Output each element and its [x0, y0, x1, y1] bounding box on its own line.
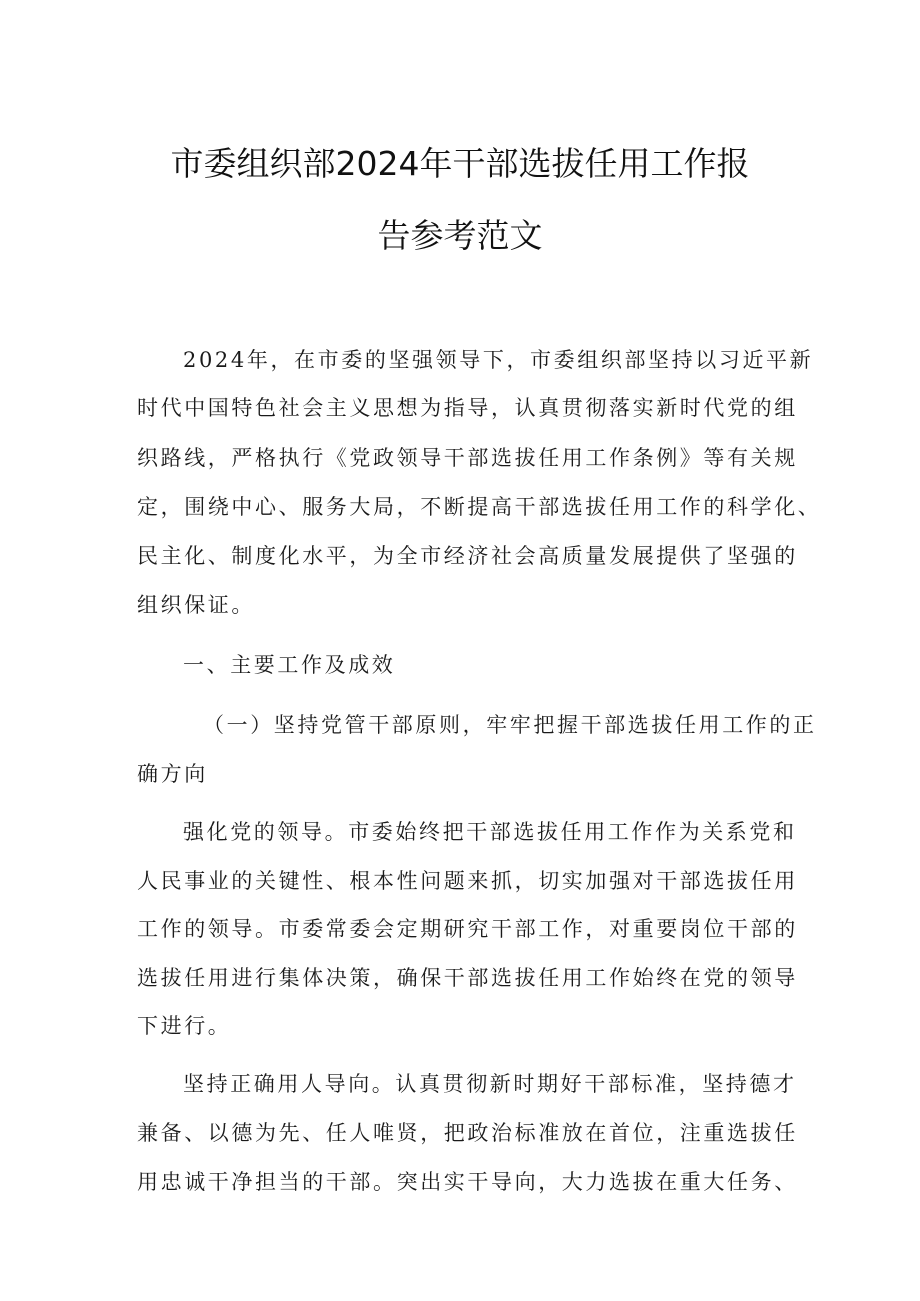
text-line: 用忠诚干净担当的干部。突出实干导向，大力选拔在重大任务、	[137, 1170, 798, 1194]
text-line: 兼备、以德为先、任人唯贤，把政治标准放在首位，注重选拔任	[137, 1121, 798, 1145]
text-line: 织路线，严格执行《党政领导干部选拔任用工作条例》等有关规	[137, 446, 798, 470]
text-line: 选拔任用进行集体决策，确保干部选拔任用工作始终在党的领导	[137, 966, 798, 990]
subsection-heading: （一）坚持党管干部原则，牢牢把握干部选拔任用工作的正	[203, 713, 817, 737]
section-heading: 一、主要工作及成效	[183, 653, 396, 677]
document-title-line-1: 市委组织部2024年干部选拔任用工作报	[170, 144, 750, 183]
text-line: 工作的领导。市委常委会定期研究干部工作，对重要岗位干部的	[137, 917, 798, 941]
text-line: 定，围绕中心、服务大局，不断提高干部选拔任用工作的科学化、	[137, 495, 822, 519]
document-title-line-2: 告参考范文	[377, 216, 543, 255]
text-line: 强化党的领导。市委始终把干部选拔任用工作作为关系党和	[183, 820, 797, 844]
text-line: 坚持正确用人导向。认真贯彻新时期好干部标准，坚持德才	[183, 1072, 797, 1096]
text-line: 下进行。	[137, 1014, 232, 1038]
text-line: 时代中国特色社会主义思想为指导，认真贯彻落实新时代党的组	[137, 396, 798, 420]
text-line: 人民事业的关键性、根本性问题来抓，切实加强对干部选拔任用	[137, 869, 798, 893]
text-line: 民主化、制度化水平，为全市经济社会高质量发展提供了坚强的	[137, 544, 798, 568]
subsection-heading-cont: 确方向	[137, 762, 208, 786]
text-line: 组织保证。	[137, 593, 255, 617]
text-line: 2024年，在市委的坚强领导下，市委组织部坚持以习近平新	[183, 348, 814, 372]
